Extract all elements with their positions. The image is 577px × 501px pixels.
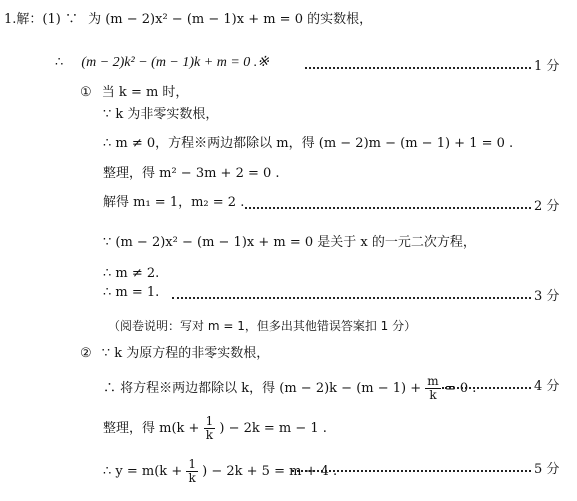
score-2: 2 分 <box>534 199 560 214</box>
star-equation: (m − 2)k² − (m − 1)k + m = 0 .※ <box>81 55 269 70</box>
equation-star <box>55 55 269 71</box>
score-4: 4 分 <box>534 379 560 394</box>
final-y-lhs: ∴ y = m(k + <box>103 464 183 479</box>
score-leader <box>442 387 531 389</box>
divide-by-k-rhs: = 0 . <box>444 381 477 396</box>
fraction-numerator: m <box>427 374 439 388</box>
simplify-line: 整理，得 m² − 3m + 2 = 0 . <box>103 166 280 181</box>
divide-by-k-line <box>103 375 476 402</box>
header-label: 1.解：(1) ∵ <box>4 12 78 27</box>
root-statement: 为 (m − 2)x² − (m − 1)x + m = 0 的实数根， <box>88 12 373 27</box>
case-1-number: ① <box>80 85 92 100</box>
simplify-k-line <box>103 415 327 442</box>
problem-header <box>4 12 372 28</box>
score-3: 3 分 <box>534 289 560 304</box>
nonzero-root-line: ∵ k 为非零实数根， <box>103 107 219 122</box>
score-1: 1 分 <box>534 59 560 74</box>
simplify-k-lhs: 整理，得 m(k + <box>103 421 200 436</box>
divide-by-m-line: ∴ m ≠ 0，方程※两边都除以 m，得 (m − 2)m − (m − 1) + 1 = 0 . <box>103 136 514 151</box>
final-y-rhs: ) − 2k + 5 = m + 4 . <box>202 464 338 479</box>
score-leader <box>292 470 531 472</box>
case-2-condition: ∵ k 为原方程的非零实数根， <box>101 346 270 361</box>
simplify-k-rhs: ) − 2k = m − 1 . <box>219 421 327 436</box>
score-leader <box>172 297 531 299</box>
score-leader <box>245 207 531 209</box>
fraction-denominator: k <box>205 428 214 442</box>
therefore-symbol: ∴ <box>55 55 64 70</box>
quadratic-condition-line: ∵ (m − 2)x² − (m − 1)x + m = 0 是关于 x 的一元二次方程， <box>103 235 476 250</box>
case-1-condition: 当 k = m 时， <box>101 85 189 100</box>
case-2-number: ② <box>80 346 92 361</box>
fraction-numerator: 1 <box>188 457 196 471</box>
fraction-numerator: 1 <box>205 414 214 428</box>
divide-by-k-lhs: ∴ 将方程※两边都除以 k，得 (m − 2)k − (m − 1) + <box>103 381 422 396</box>
grading-note: （阅卷说明：写对 m = 1，但多出其他错误答案扣 1 分） <box>108 319 417 333</box>
case-1-heading <box>80 85 188 101</box>
case-2-heading <box>80 346 269 362</box>
fraction-one-over-k <box>186 458 198 485</box>
fraction-one-over-k <box>204 415 216 442</box>
fraction-m-over-k <box>425 375 440 402</box>
score-leader <box>305 67 531 69</box>
fraction-denominator: k <box>429 388 437 402</box>
m-equals-one-line: ∴ m = 1. <box>103 285 160 300</box>
solve-line: 解得 m₁ = 1，m₂ = 2 . <box>103 195 245 210</box>
fraction-denominator: k <box>188 471 196 485</box>
m-not-two-line: ∴ m ≠ 2. <box>103 266 160 281</box>
score-5: 5 分 <box>534 462 560 477</box>
